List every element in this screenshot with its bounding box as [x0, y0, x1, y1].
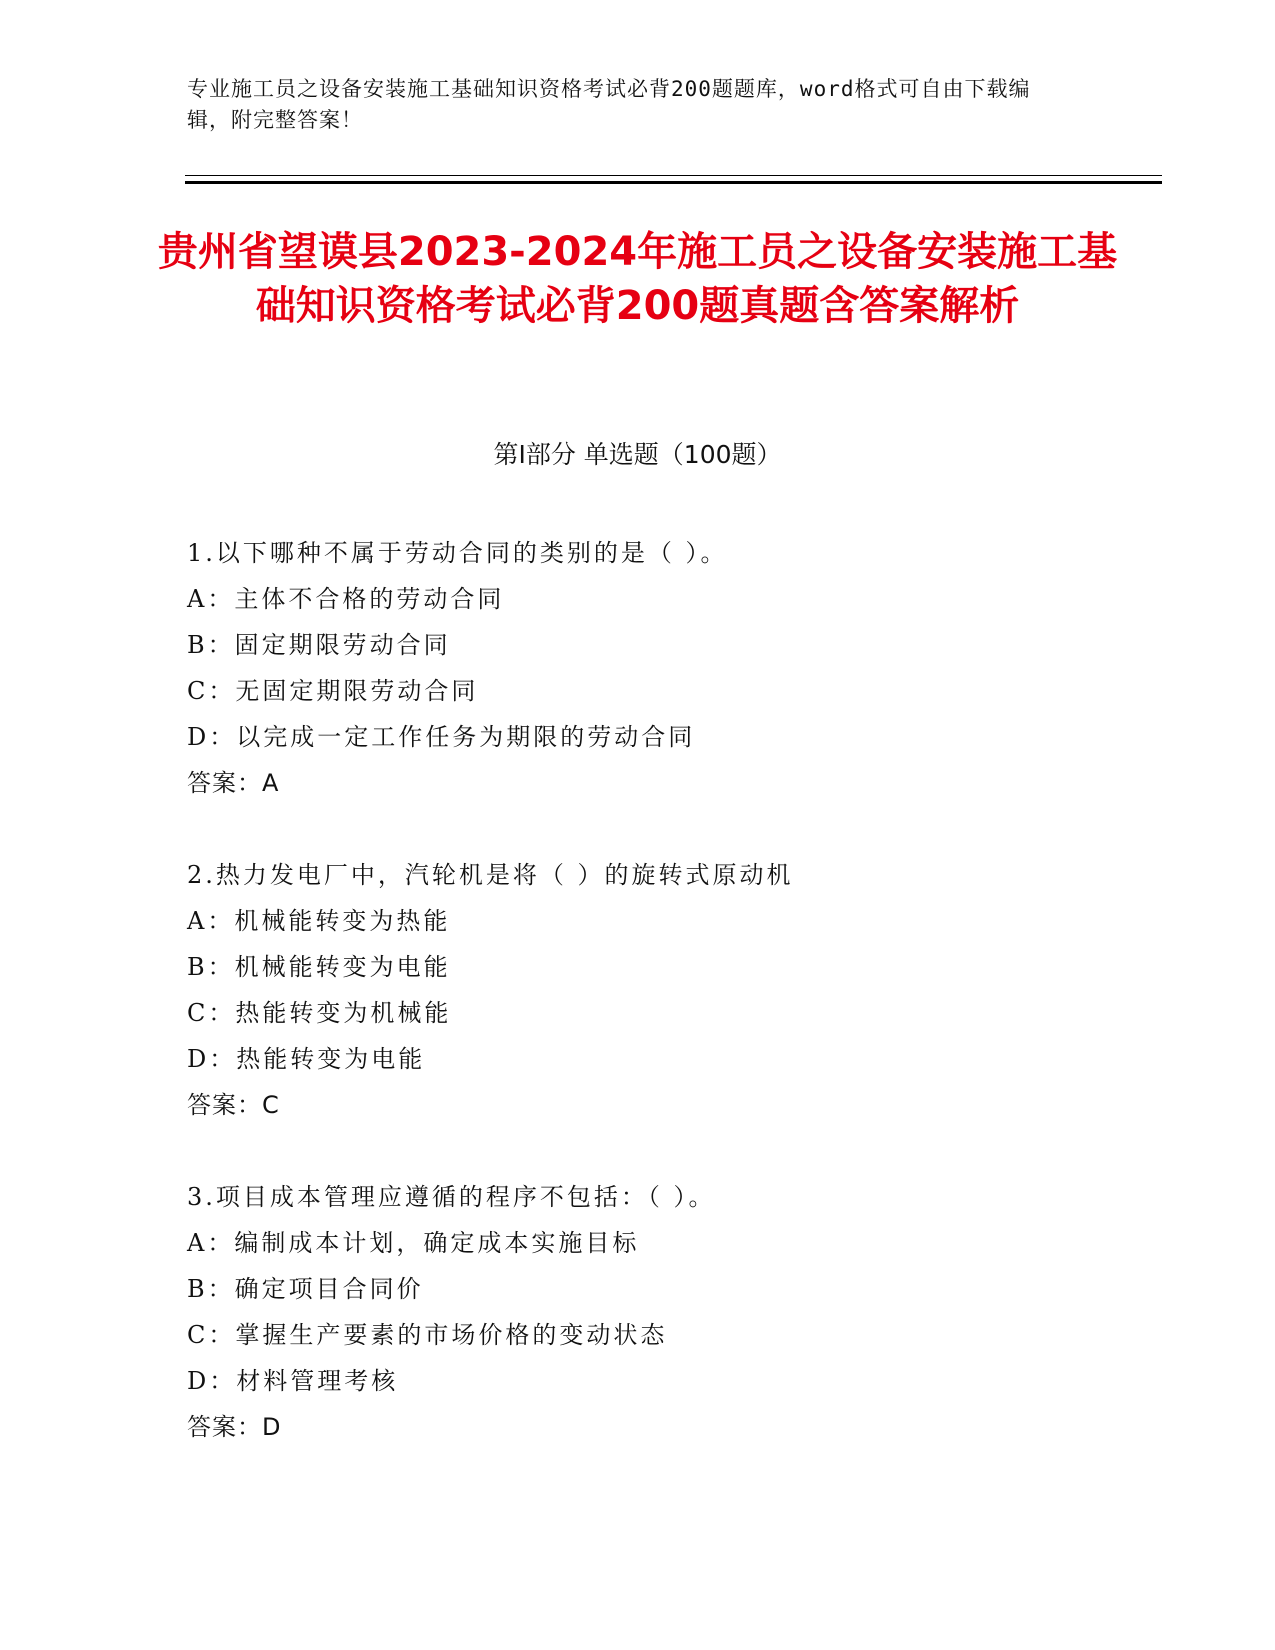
option-c: C：无固定期限劳动合同 — [187, 677, 479, 705]
answer: 答案：C — [187, 1091, 280, 1119]
option-d: D：以完成一定工作任务为期限的劳动合同 — [187, 723, 696, 751]
option-a: A：编制成本计划，确定成本实施目标 — [187, 1229, 640, 1257]
answer: 答案：D — [187, 1413, 282, 1441]
option-b: B：确定项目合同价 — [187, 1275, 424, 1303]
option-c: C：热能转变为机械能 — [187, 999, 452, 1027]
section-title: 第Ⅰ部分 单选题（100题） — [493, 440, 782, 469]
question-stem: 2.热力发电厂中，汽轮机是将（ ）的旋转式原动机 — [187, 861, 794, 889]
question-item — [187, 852, 1137, 1128]
header-note: 专业施工员之设备安装施工基础知识资格考试必背200题题库，word格式可自由下载编辑，附完整答案！ — [187, 77, 1031, 132]
option-b: B：机械能转变为电能 — [187, 953, 451, 981]
option-a: A：机械能转变为热能 — [187, 907, 451, 935]
question-list — [187, 530, 1137, 1496]
header-divider-thick — [185, 181, 1162, 184]
header-divider-thin — [185, 175, 1162, 176]
option-d: D：热能转变为电能 — [187, 1045, 426, 1073]
question-item — [187, 1174, 1137, 1450]
option-b: B：固定期限劳动合同 — [187, 631, 451, 659]
question-item — [187, 530, 1137, 806]
option-c: C：掌握生产要素的市场价格的变动状态 — [187, 1321, 668, 1349]
option-a: A：主体不合格的劳动合同 — [187, 585, 505, 613]
answer: 答案：A — [187, 769, 280, 797]
question-stem: 3.项目成本管理应遵循的程序不包括：（ ）。 — [187, 1183, 716, 1211]
option-d: D：材料管理考核 — [187, 1367, 399, 1395]
question-stem: 1.以下哪种不属于劳动合同的类别的是（ ）。 — [187, 539, 728, 567]
document-title: 贵州省望谟县2023-2024年施工员之设备安装施工基础知识资格考试必背200题真题含答案解析 — [157, 229, 1118, 329]
